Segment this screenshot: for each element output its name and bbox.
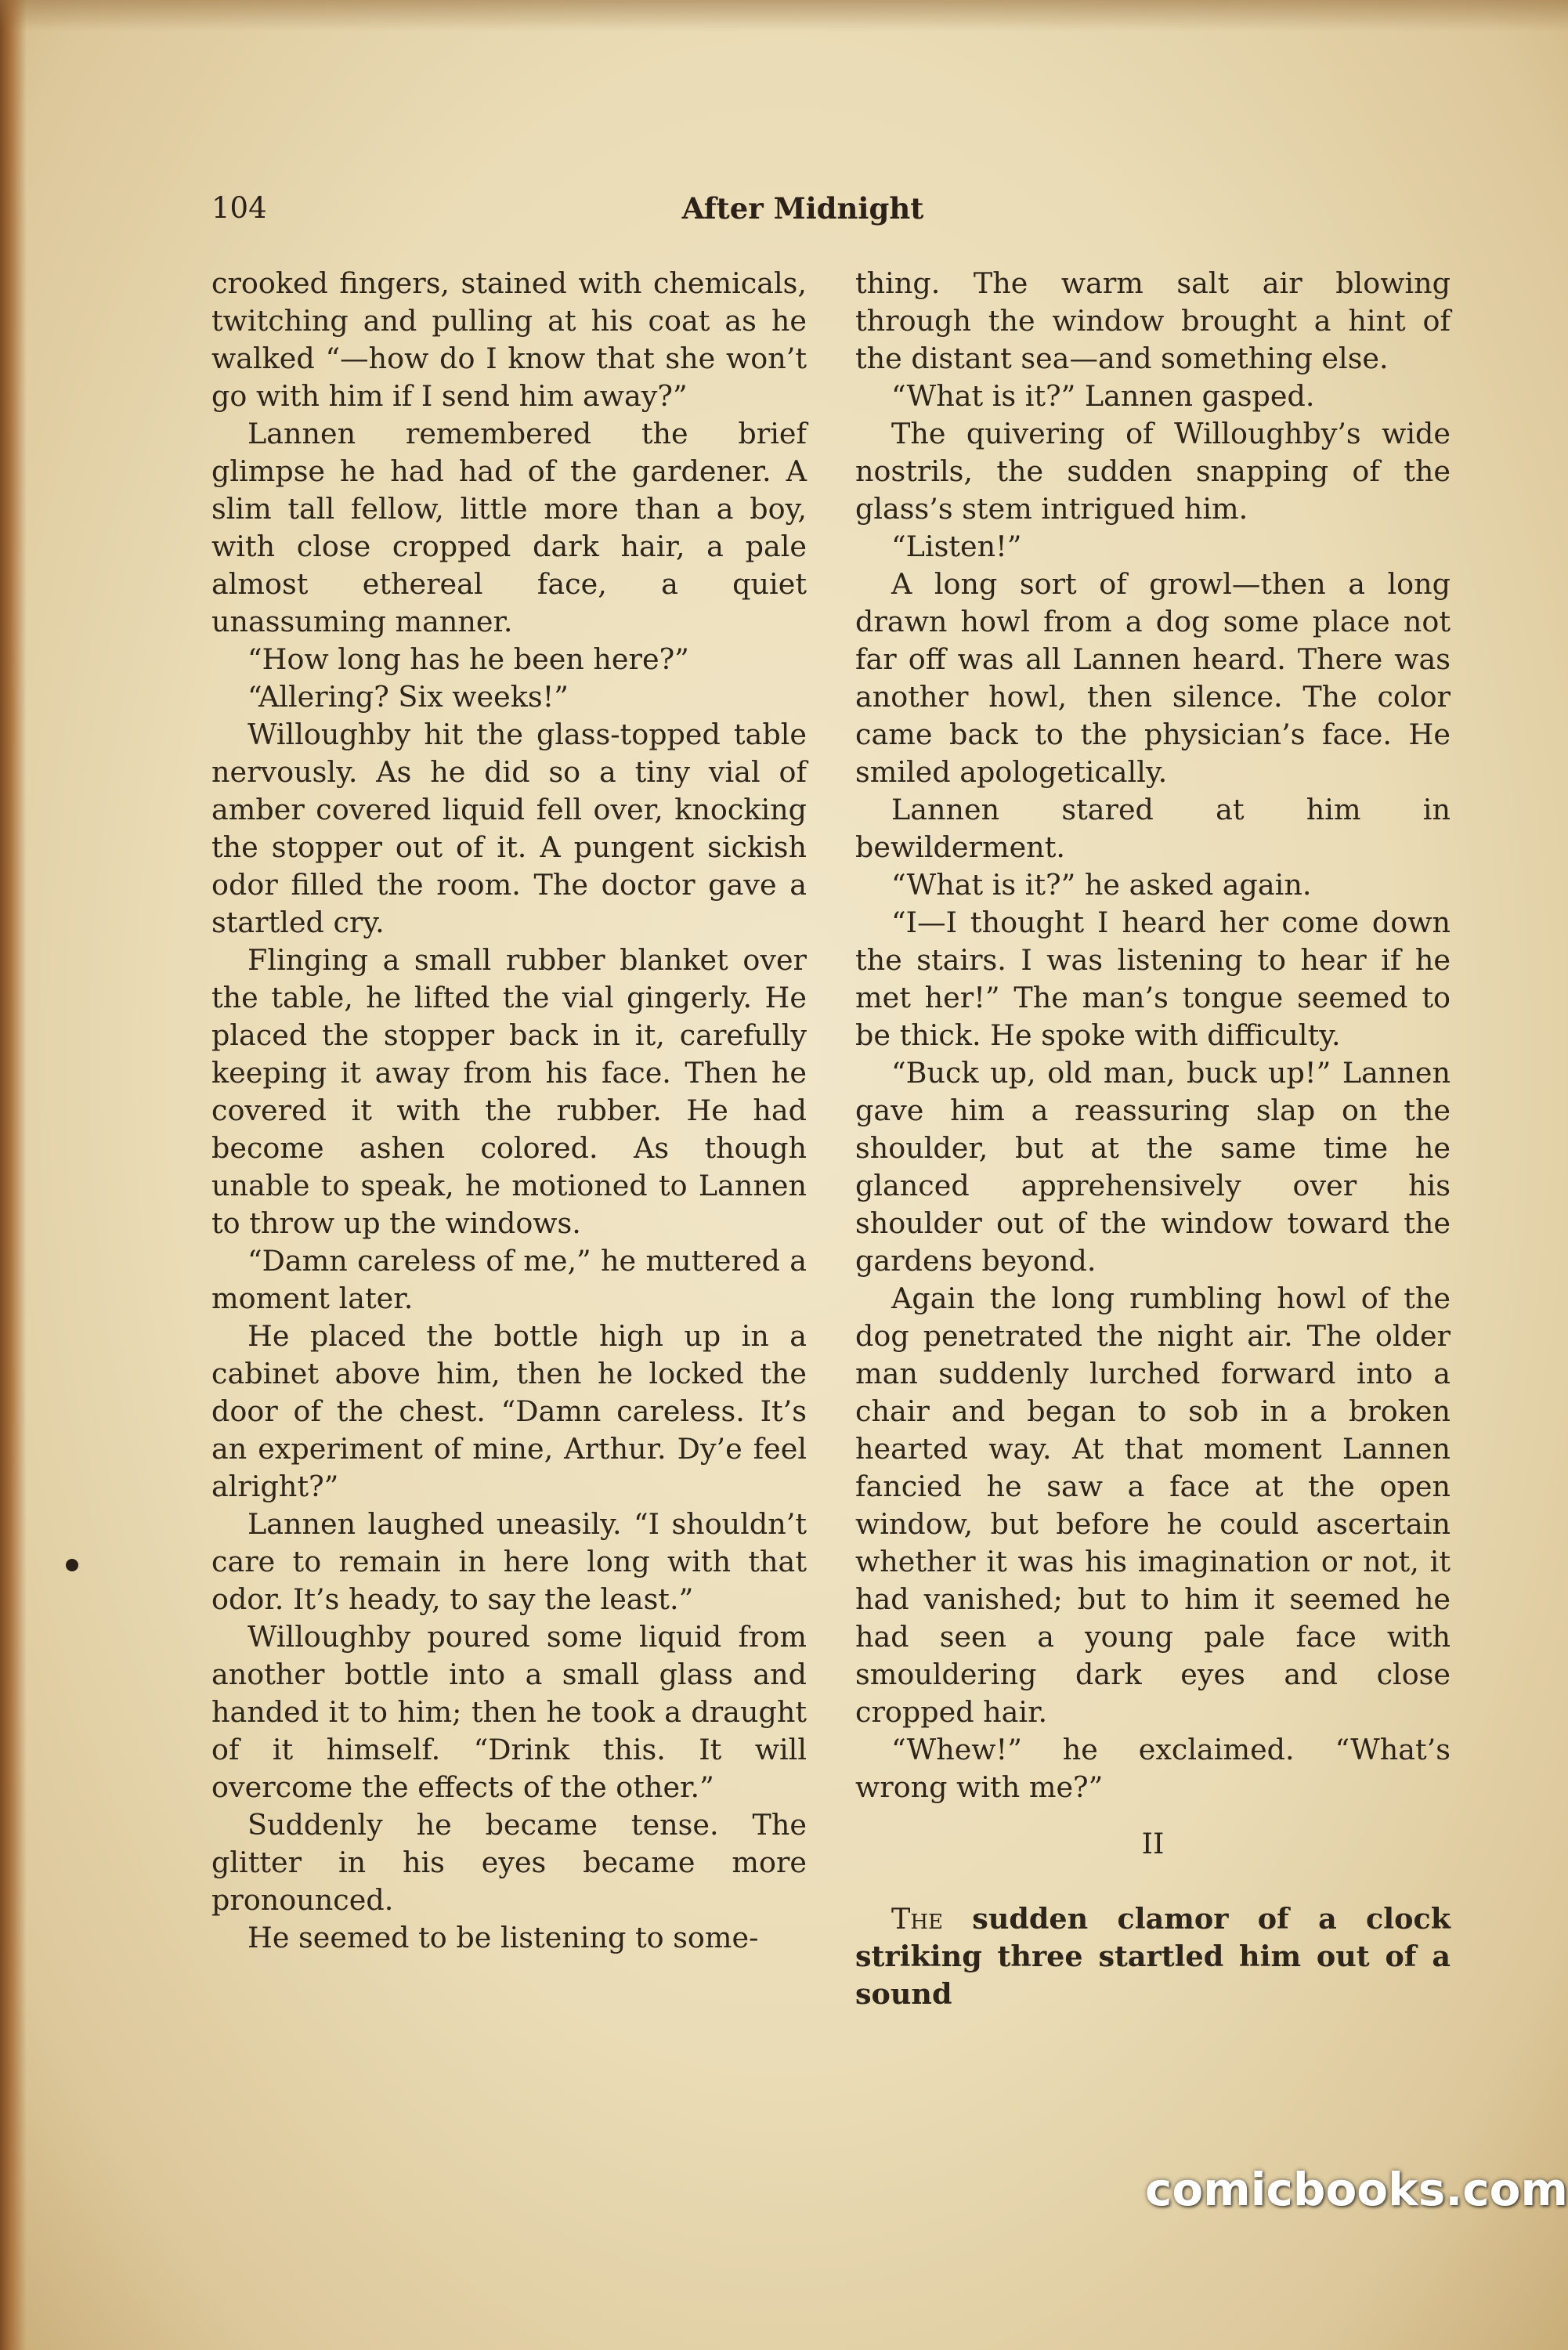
paragraph: thing. The warm salt air blowing through the window brought a hint of the distant sea—and something else. — [855, 266, 1451, 375]
page-header — [211, 191, 1394, 238]
paragraph: He placed the bottle high up in a cabinet above him, then he locked the door of the chest. “Damn careless. It’s an experiment of mine, Arthur. Dy’e feel alright?” — [211, 1319, 807, 1503]
paragraph: “Whew!” he exclaimed. “What’s wrong with me?” — [855, 1733, 1451, 1804]
paragraph — [855, 1900, 1451, 2013]
paragraph: Lannen stared at him in bewilderment. — [855, 793, 1451, 864]
paragraph-lead-in: The — [891, 1902, 943, 1936]
page-spine-shadow — [0, 0, 27, 2350]
ink-speck — [66, 1559, 78, 1571]
paragraph: Lannen remembered the brief glimpse he had had of the gardener. A slim tall fellow, little more than a boy, with close cropped dark hair, a pale almost ethereal face, a quiet unassuming manner. — [211, 417, 807, 638]
paragraph: Again the long rumbling howl of the dog penetrated the night air. The older man suddenly lurched forward into a chair and began to sob in a broken hearted way. At that moment Lannen fancied he saw a face at the open window, but before he could ascertain whether it was his imagination or not, it had vanished; but to him it seemed he had seen a young pale face with smouldering dark eyes and close cropped hair. — [855, 1282, 1451, 1729]
paragraph: “Buck up, old man, buck up!” Lannen gave him a reassuring slap on the shoulder, but at the same time he glanced apprehensively over his shoulder out of the window toward the gardens beyond. — [855, 1056, 1451, 1278]
watermark-logo: comicbooks.com — [1145, 2163, 1568, 2216]
paragraph: “What is it?” he asked again. — [891, 868, 1312, 902]
right-column — [855, 265, 1451, 2013]
running-title: After Midnight — [681, 191, 924, 226]
paragraph: Suddenly he became tense. The glitter in his eyes became more pronounced. — [211, 1808, 807, 1917]
left-column — [211, 265, 807, 1957]
paragraph: Lannen laughed uneasily. “I shouldn’t care to remain in here long with that odor. It’s heady, to say the least.” — [211, 1507, 807, 1616]
paragraph: “Allering? Six weeks!” — [247, 680, 569, 714]
paragraph: crooked fingers, stained with chemicals, twitching and pulling at his coat as he walked “—how do I know that she won’t go with him if I send him away?” — [211, 266, 807, 413]
paragraph: He seemed to be listening to some- — [247, 1921, 759, 1954]
page-number: 104 — [211, 191, 267, 225]
paragraph: A long sort of growl—then a long drawn howl from a dog some place not far off was all Lannen heard. There was another howl, then silence. The color came back to the physician’s face. He smiled apologetically. — [855, 567, 1451, 789]
paragraph: “What is it?” Lannen gasped. — [891, 379, 1315, 413]
paragraph: “How long has he been here?” — [247, 642, 689, 676]
page-top-wear — [0, 0, 1568, 31]
paragraph: Flinging a small rubber blanket over the table, he lifted the vial gingerly. He placed the stopper back in it, carefully keeping it away from his face. Then he covered it with the rubber. He had become ashen colored. As though unable to speak, he motioned to Lannen to throw up the windows. — [211, 943, 807, 1240]
section-numeral: II — [1141, 1827, 1165, 1860]
paragraph: “I—I thought I heard her come down the stairs. I was listening to hear if he met her!” The man’s tongue seemed to be thick. He spoke with difficulty. — [855, 906, 1451, 1052]
paragraph: Willoughby hit the glass-topped table nervously. As he did so a tiny vial of amber covered liquid fell over, knocking the stopper out of it. A pungent sickish odor filled the room. The doctor gave a startled cry. — [211, 718, 807, 939]
paragraph: Willoughby poured some liquid from another bottle into a small glass and handed it to him; then he took a draught of it himself. “Drink this. It will overcome the effects of the other.” — [211, 1620, 807, 1804]
paragraph: The quivering of Willoughby’s wide nostrils, the sudden snapping of the glass’s stem intrigued him. — [855, 417, 1451, 526]
paragraph-text: sudden clamor of a clock striking three startled him out of a sound — [855, 1902, 1451, 2011]
paragraph: “Damn careless of me,” he muttered a moment later. — [211, 1244, 807, 1315]
paragraph: “Listen!” — [891, 530, 1022, 563]
